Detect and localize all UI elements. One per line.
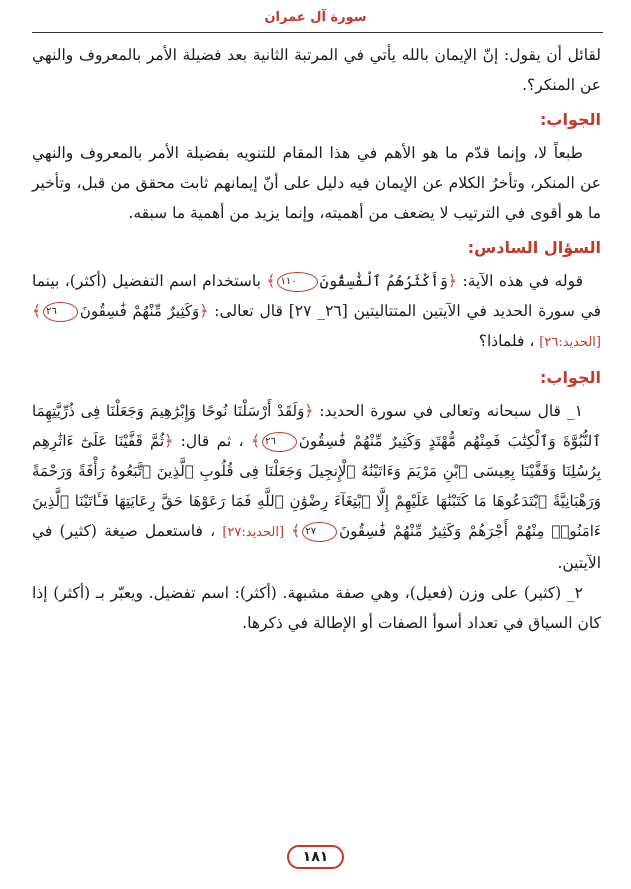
intro-paragraph: لقائل أن يقول: إنّ الإيمان بالله يأتي في المرتبة الثانية بعد فضيلة الأمر بالمعروف والنهي عن المنكر؟. bbox=[32, 46, 601, 94]
point-one-post: ، فاستعمل صيغة (كثير) في الآيتين. bbox=[32, 522, 601, 572]
verse-text: وَأَكْثَرُهُمُ ٱلْفَٰسِقُونَ bbox=[319, 272, 448, 290]
verse-open-ornament: ﴿ bbox=[304, 402, 314, 420]
verse-reference: [الحديد:٢٧] bbox=[222, 525, 285, 540]
ayah-number-badge: ٢٧ bbox=[302, 522, 337, 542]
verse-text: وَلَقَدْ أَرْسَلْنَا نُوحًا وَإِبْرَٰهِيمَ وَجَعَلْنَا فِى ذُرِّيَّتِهِمَا ٱلنُّبُوَّةَ وَٱلْكِتَٰبَ فَمِنْهُم مُّهْتَدٍ وَكَثِيرٌ مِّنْهُمْ فَٰسِقُونَ bbox=[32, 402, 601, 450]
question-six-post: ، فلماذا؟ bbox=[478, 332, 535, 350]
ayah-number-badge: ١١٠ bbox=[277, 272, 317, 292]
answer-heading: الجواب: bbox=[539, 110, 601, 129]
verse-open-ornament: ﴿ bbox=[199, 302, 209, 320]
question-six-mid: باستخدام اسم التفضيل (أكثر)، بينما في سورة الحديد في الآيتين المتتاليتين [٢٦_ ٢٧] قال تعالى: bbox=[32, 272, 601, 320]
question-six-pre: قوله في هذه الآية: bbox=[462, 272, 583, 290]
header-rule bbox=[32, 32, 603, 33]
verse-close-ornament: ﴾ bbox=[291, 522, 301, 540]
verse-close-ornament: ﴾ bbox=[32, 302, 42, 320]
point-one-pre: ١_ قال سبحانه وتعالى في سورة الحديد: bbox=[319, 402, 583, 420]
point-one-mid: ، ثم قال: bbox=[180, 432, 244, 450]
ayah-number-badge: ٢٦ bbox=[43, 302, 78, 322]
question-six-heading: السؤال السادس: bbox=[467, 238, 601, 257]
page-content bbox=[32, 40, 601, 638]
answer-paragraph: طبعاً لا، وإنما قدّم ما هو الأهم في هذا المقام للتنويه بفضيلة الأمر بالمعروف والنهي عن المنكر، وتأخرُ الكلام عن الإيمان فيه دليل على أنّ إيمانهم ثابت محقق من قبل، وتأخير ما هو أقوى في الترتيب لا يضعف من أهميته، وإنما يزيد من أهمية ما سبقه. bbox=[32, 144, 601, 222]
question-six-paragraph bbox=[32, 266, 601, 358]
verse-text: ثُمَّ قَفَّيْنَا عَلَىٰٓ ءَاثَٰرِهِم بِرُسُلِنَا وَقَفَّيْنَا بِعِيسَى ٱبْنِ مَرْيَمَ وَءَاتَيْنَٰهُ ٱلْإِنجِيلَ وَجَعَلْنَا فِى قُلُوبِ ٱلَّذِينَ ٱتَّبَعُوهُ رَأْفَةً وَرَحْمَةً وَرَهْبَانِيَّةً ٱبْتَدَعُوهَا مَا كَتَبْنَٰهَا عَلَيْهِمْ إِلَّا ٱبْتِغَآءَ رِضْوَٰنِ ٱللَّهِ فَمَا رَعَوْهَا حَقَّ رِعَايَتِهَا فَـَٔاتَيْنَا ٱلَّذِينَ ءَامَنُوا۟ مِنْهُمْ أَجْرَهُمْ وَكَثِيرٌ مِّنْهُمْ فَٰسِقُونَ bbox=[32, 432, 601, 540]
verse-open-ornament: ﴿ bbox=[164, 432, 174, 450]
running-header: سورة آل عمران bbox=[264, 10, 367, 25]
answer-two-heading: الجواب: bbox=[539, 368, 601, 387]
ayah-number-badge: ٢٦ bbox=[262, 432, 297, 452]
verse-close-ornament: ﴾ bbox=[251, 432, 261, 450]
answer-two-point-two: ٢_ (كثير) على وزن (فعيل)، وهي صفة مشبهة. (أكثر): اسم تفضيل. ويعبّر بـ (أكثر) إذا كان السياق في تعداد أسوأ الصفات أو الإطالة في ذكرها. bbox=[32, 584, 601, 632]
verse-open-ornament: ﴿ bbox=[447, 272, 458, 290]
page-number-badge: ١٨١ bbox=[287, 845, 345, 869]
verse-text: وَكَثِيرٌ مِّنْهُمْ فَٰسِقُونَ bbox=[79, 302, 200, 320]
verse-close-ornament: ﴾ bbox=[266, 272, 276, 290]
answer-two-point-one bbox=[32, 396, 601, 578]
page-number bbox=[0, 845, 631, 869]
verse-reference: [الحديد:٢٦] bbox=[539, 335, 601, 350]
